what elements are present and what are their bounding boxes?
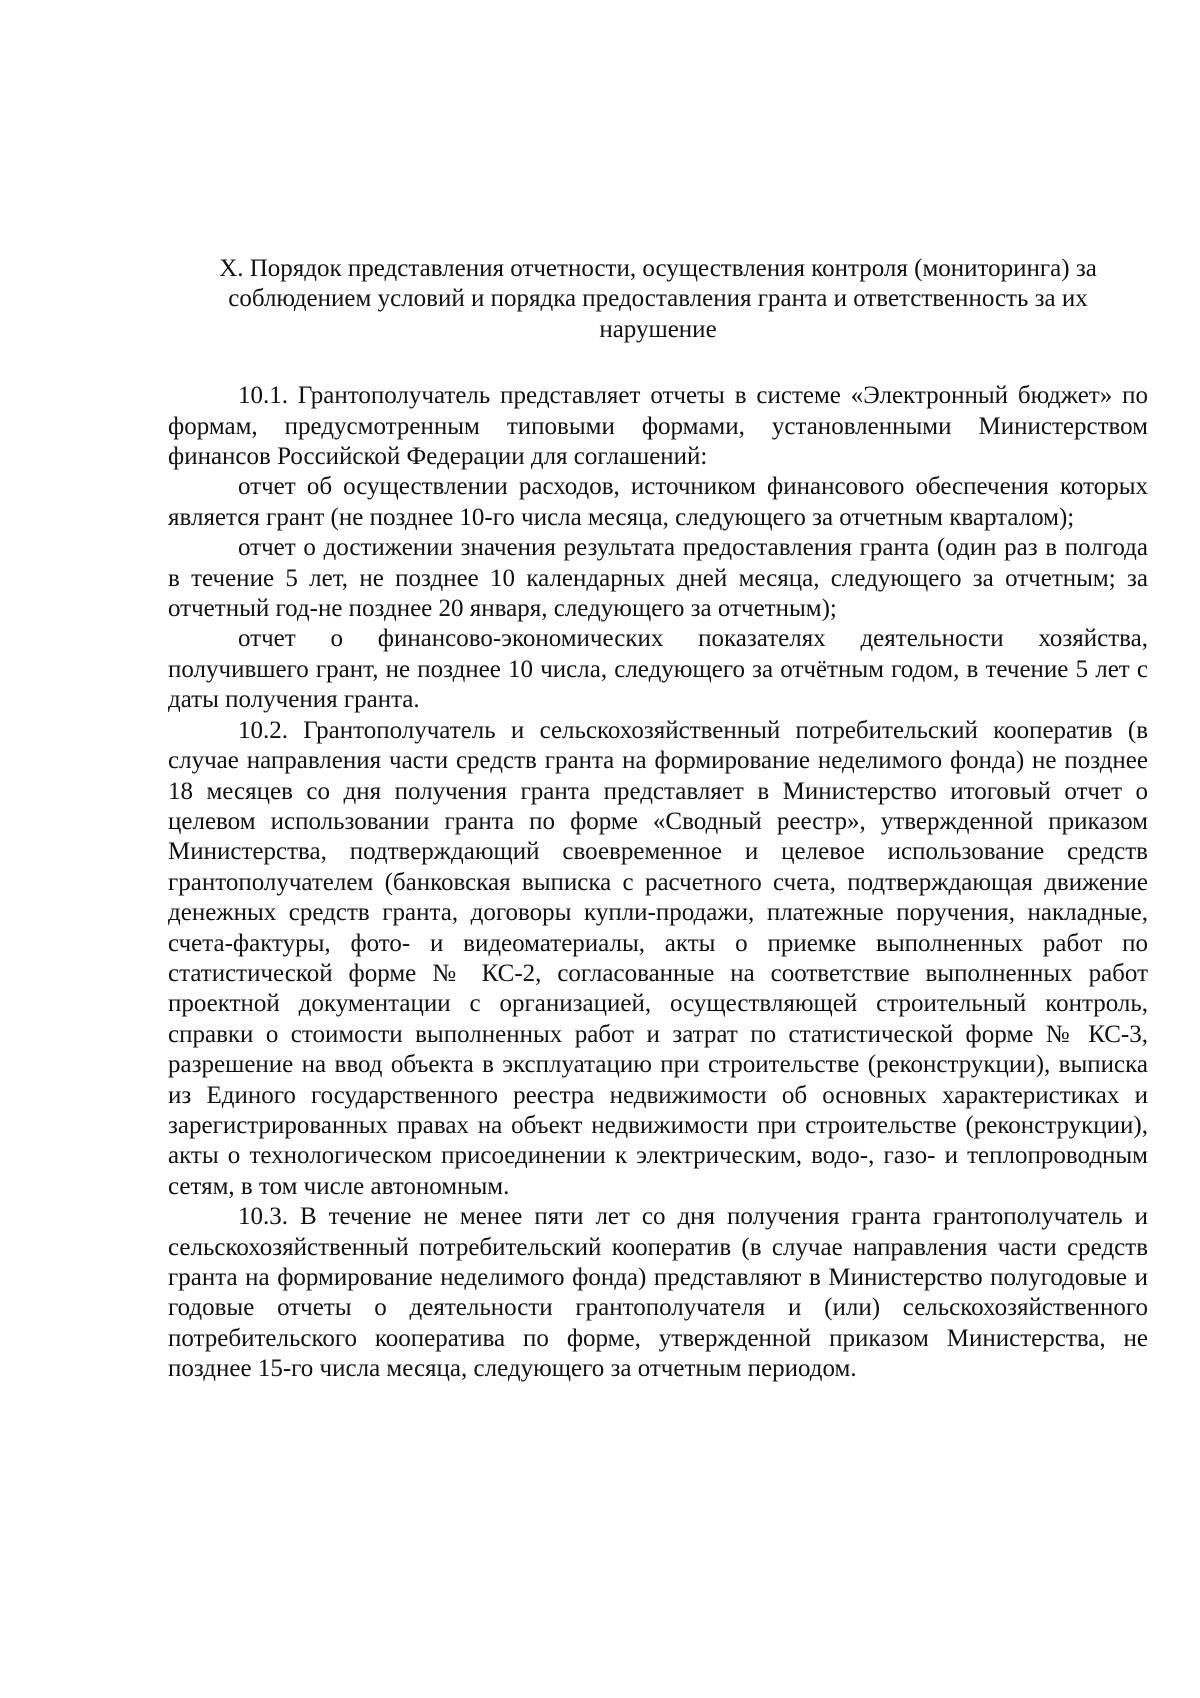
paragraph-10-1: 10.1. Грантополучатель представляет отчеты в системе «Электронный бюджет» по формам, предусмотренным типовыми формами, установленными Министерством финансов Российской Федерации для соглашений:	[168, 382, 1148, 471]
section-heading	[168, 254, 1148, 345]
section-heading-line: X. Порядок представления отчетности, осуществления контроля (мониторинга) за	[219, 255, 1097, 282]
paragraph-expense-report: отчет об осуществлении расходов, источником финансового обеспечения которых является грант (не позднее 10-го числа месяца, следующего за отчетным кварталом);	[168, 473, 1148, 531]
paragraph-10-2: 10.2. Грантополучатель и сельскохозяйственный потребительский кооператив (в случае направления части средств гранта на формирование неделимого фонда) не позднее 18 месяцев со дня получения гранта представляет в Министерство итоговый отчет о целевом использовании гранта по форме «Сводный реестр», утвержденной приказом Министерства, подтверждающий своевременное и целевое использование средств грантополучателем (банковская выписка с расчетного счета, подтверждающая движение денежных средств гранта, договоры купли-продажи, платежные поручения, накладные, счета-фактуры, фото- и видеоматериалы, акты о приемке выполненных работ по статистической форме № КС-2, согласованные на соответствие выполненных работ проектной документации с организацией, осуществляющей строительный контроль, справки о стоимости выполненных работ и затрат по статистической форме № КС-3, разрешение на ввод объекта в эксплуатацию при строительстве (реконструкции), выписка из Единого государственного реестра недвижимости об основных характеристиках и зарегистрированных правах на объект недвижимости при строительстве (реконструкции), акты о технологическом присоединении к электрическим, водо-, газо- и теплопроводным сетям, в том числе автономным.	[168, 716, 1148, 1200]
paragraph-economic-report: отчет о финансово-экономических показателях деятельности хозяйства, получившего грант, не позднее 10 числа, следующего за отчётным годом, в течение 5 лет с даты получения гранта.	[168, 625, 1148, 714]
section-heading-line: соблюдением условий и порядка предоставления гранта и ответственность за их	[228, 285, 1088, 313]
paragraph-10-3: 10.3. В течение не менее пяти лет со дня получения гранта грантополучатель и сельскохозяйственный потребительский кооператив (в случае направления части средств гранта на формирование неделимого фонда) представляют в Министерство полугодовые и годовые отчеты о деятельности грантополучателя и (или) сельскохозяйственного потребительского кооператива по форме, утвержденной приказом Министерства, не позднее 15-го числа месяца, следующего за отчетным периодом.	[168, 1203, 1148, 1383]
section-heading-line: нарушение	[599, 315, 717, 343]
paragraph-result-report: отчет о достижении значения результата предоставления гранта (один раз в полгода в течение 5 лет, не позднее 10 календарных дней месяца, следующего за отчетным; за отчетный год-не позднее 20 января, следующего за отчетным);	[168, 534, 1148, 623]
document-page	[168, 254, 1148, 1385]
